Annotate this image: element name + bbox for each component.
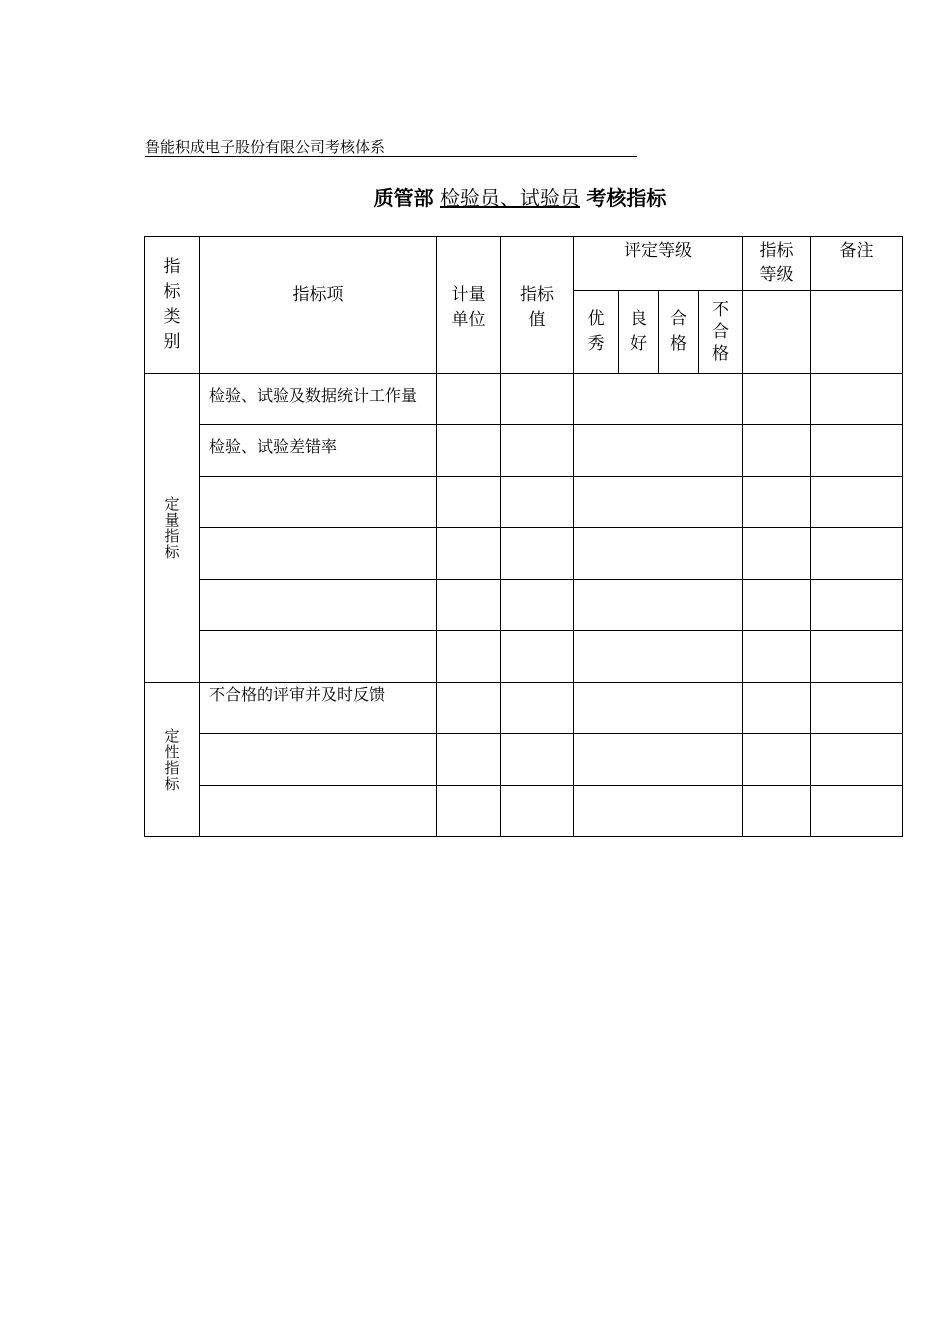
table-row (145, 580, 903, 631)
table-row (145, 683, 903, 734)
header-rating: 评定等级 (574, 237, 743, 291)
company-header: 鲁能积成电子股份有限公司考核体系 (145, 138, 637, 157)
indicator-item: 检验、试验及数据统计工作量 (200, 374, 437, 425)
indicator-item (200, 734, 437, 786)
table-row (145, 631, 903, 683)
indicator-item (200, 786, 437, 837)
indicator-item (200, 631, 437, 683)
header-grade: 指标 等级 (743, 237, 811, 291)
document-title (0, 184, 950, 212)
title-department: 质管部 (373, 186, 434, 210)
header-item: 指标项 (200, 237, 437, 374)
rating-pass: 合 格 (659, 291, 699, 374)
grade-subcell (743, 291, 811, 374)
header-unit: 计量 单位 (437, 237, 501, 374)
indicator-item (200, 528, 437, 580)
table-row (145, 734, 903, 786)
title-suffix: 考核指标 (586, 186, 667, 210)
table-row (145, 425, 903, 477)
indicator-item: 检验、试验差错率 (200, 425, 437, 477)
table-row (145, 786, 903, 837)
table-row (145, 477, 903, 528)
rating-good: 良 好 (619, 291, 659, 374)
title-position: 检验员、试验员 (440, 186, 580, 210)
rating-fail: 不 合 格 (699, 291, 743, 374)
table-row (145, 374, 903, 425)
assessment-table (144, 236, 903, 837)
header-target: 指标 值 (501, 237, 574, 374)
table-row (145, 528, 903, 580)
indicator-item: 不合格的评审并及时反馈 (200, 683, 437, 734)
remark-subcell (811, 291, 903, 374)
category-qualitative: 定 性 指 标 (145, 683, 200, 837)
indicator-item (200, 477, 437, 528)
header-remark: 备注 (811, 237, 903, 291)
category-quantitative: 定 量 指 标 (145, 374, 200, 683)
indicator-item (200, 580, 437, 631)
rating-excellent: 优 秀 (574, 291, 619, 374)
header-category: 指 标 类 别 (145, 237, 200, 374)
